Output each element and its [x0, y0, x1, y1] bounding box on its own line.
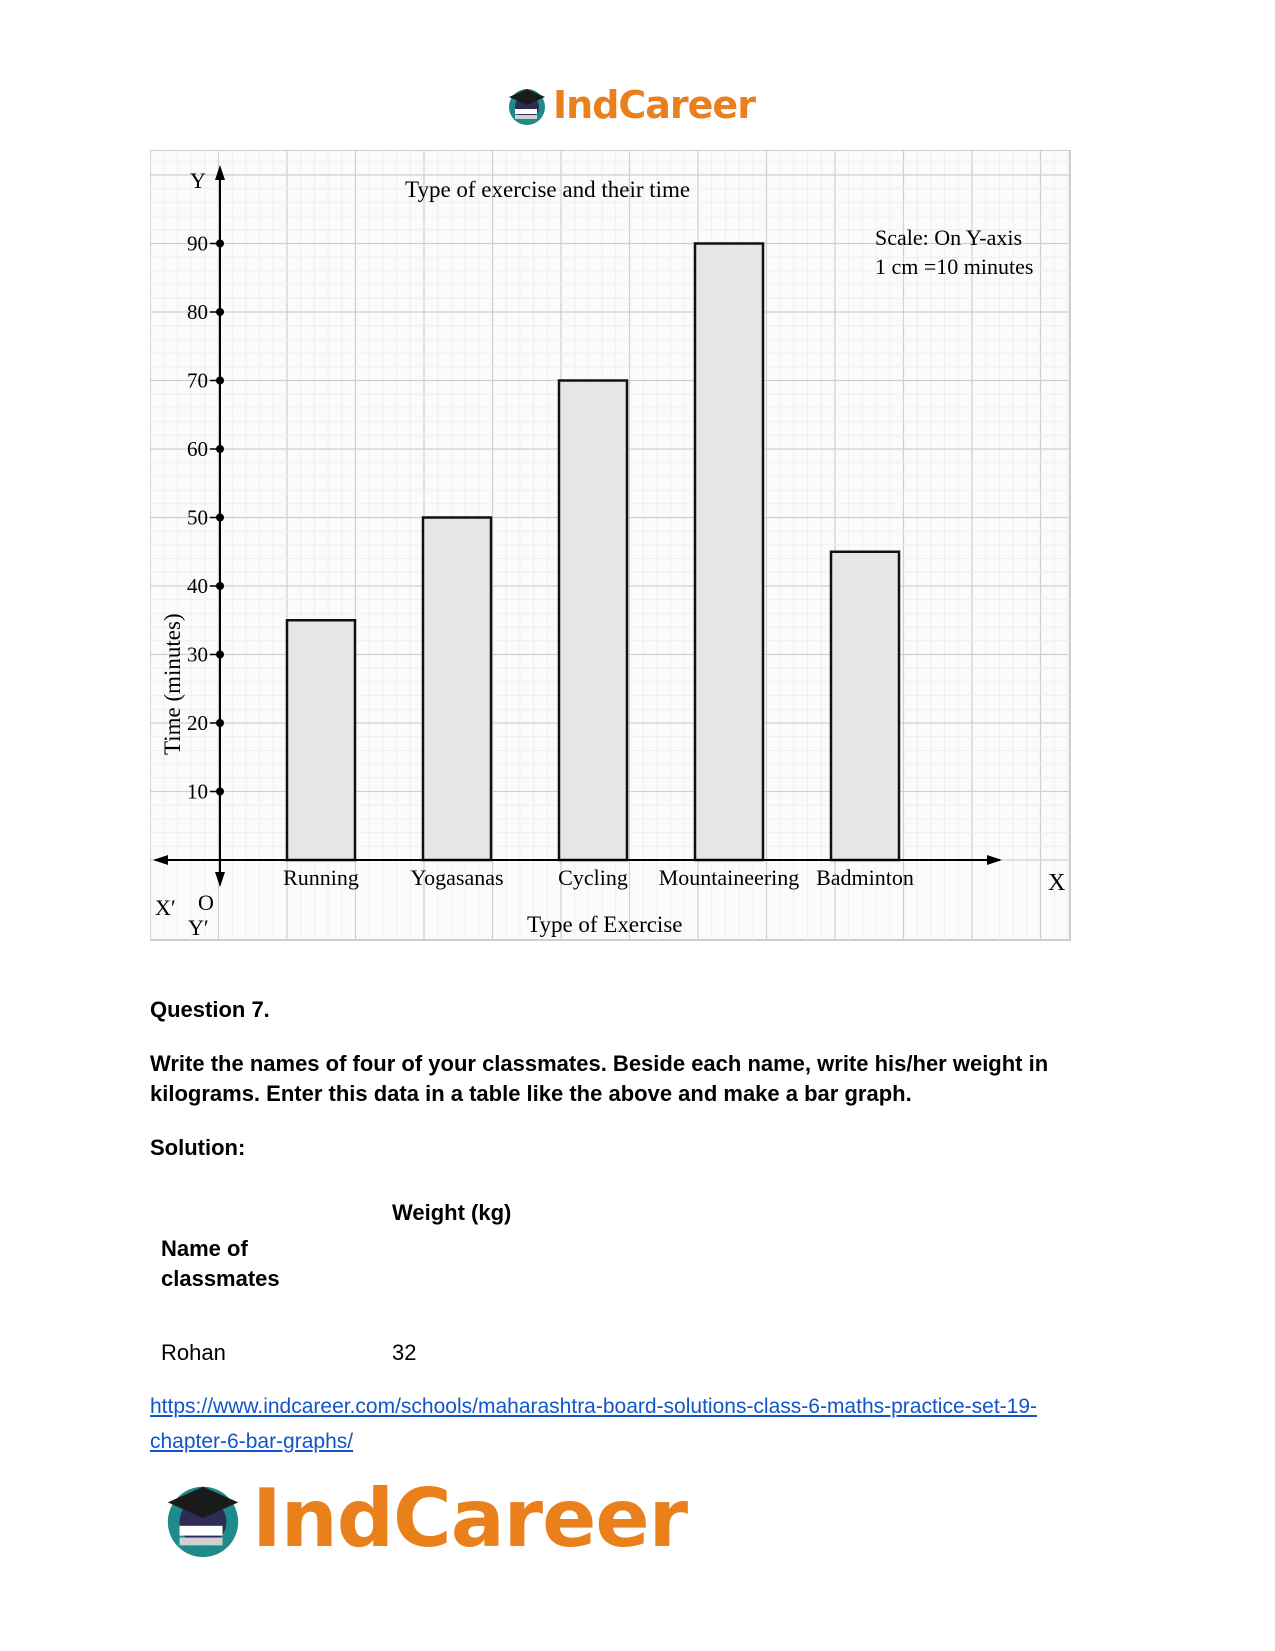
chart-title: Type of exercise and their time	[405, 177, 691, 202]
table-cell-weight: 32	[392, 1340, 417, 1365]
bar-chart	[150, 150, 1090, 960]
bar-yogasanas	[423, 518, 491, 861]
y-tick-label-50: 50	[187, 505, 208, 530]
y-tick-label-40: 40	[187, 574, 208, 598]
y-axis-neg-label: Y′	[188, 915, 209, 940]
solution-label: Solution:	[150, 1135, 246, 1160]
x-axis-label: Type of Exercise	[527, 912, 683, 937]
x-axis-neg-label: X′	[155, 895, 176, 920]
category-label-badminton: Badminton	[816, 865, 914, 890]
y-tick-label-20: 20	[187, 711, 208, 735]
question-title: Question 7.	[150, 997, 270, 1022]
y-tick-label-80: 80	[187, 300, 208, 324]
table-header-name: Name of classmates	[161, 1236, 280, 1291]
x-axis-pos-label: X	[1048, 870, 1066, 896]
bar-badminton	[831, 552, 899, 860]
y-axis-label: Time (minutes)	[160, 613, 185, 755]
chart-svg	[150, 150, 1090, 960]
scale-note-line-2: 1 cm =10 minutes	[875, 254, 1034, 279]
y-tick-label-10: 10	[187, 779, 208, 804]
origin-label: O	[198, 890, 214, 915]
y-tick-label-90: 90	[187, 231, 208, 256]
logo-text: IndCareer	[252, 1471, 688, 1565]
source-link-line-2[interactable]: chapter-6-bar-graphs/	[150, 1430, 354, 1453]
question-text: Write the names of four of your classmates. Beside each name, write his/her weight in kilograms. Enter this data in a table like the above and make a bar graph.	[150, 1051, 1049, 1106]
bar-running	[287, 620, 355, 860]
y-tick-label-60: 60	[187, 437, 208, 461]
source-link[interactable]	[150, 1389, 1150, 1459]
category-label-running: Running	[283, 865, 359, 890]
header-logo	[505, 80, 775, 130]
category-label-mountaineering: Mountaineering	[658, 865, 800, 890]
bar-cycling	[559, 381, 627, 861]
category-label-yogasanas: Yogasanas	[410, 865, 504, 890]
bar-mountaineering	[695, 244, 763, 861]
question-block	[150, 995, 1150, 1163]
category-label-cycling: Cycling	[558, 865, 628, 890]
graduation-cap-icon	[505, 83, 549, 127]
logo-text: IndCareer	[553, 83, 755, 127]
table-header-weight: Weight (kg)	[392, 1200, 512, 1225]
y-axis-pos-label: Y	[190, 168, 206, 193]
y-tick-label-30: 30	[187, 642, 208, 667]
scale-note-line-1: Scale: On Y-axis	[875, 225, 1023, 250]
y-tick-label-70: 70	[187, 368, 208, 393]
graduation-cap-icon	[160, 1475, 246, 1561]
source-link-line-1[interactable]: https://www.indcareer.com/schools/maharashtra-board-solutions-class-6-maths-practice-set-19-	[150, 1395, 1038, 1418]
footer-logo	[160, 1468, 700, 1568]
table-cell-name: Rohan	[161, 1340, 226, 1365]
